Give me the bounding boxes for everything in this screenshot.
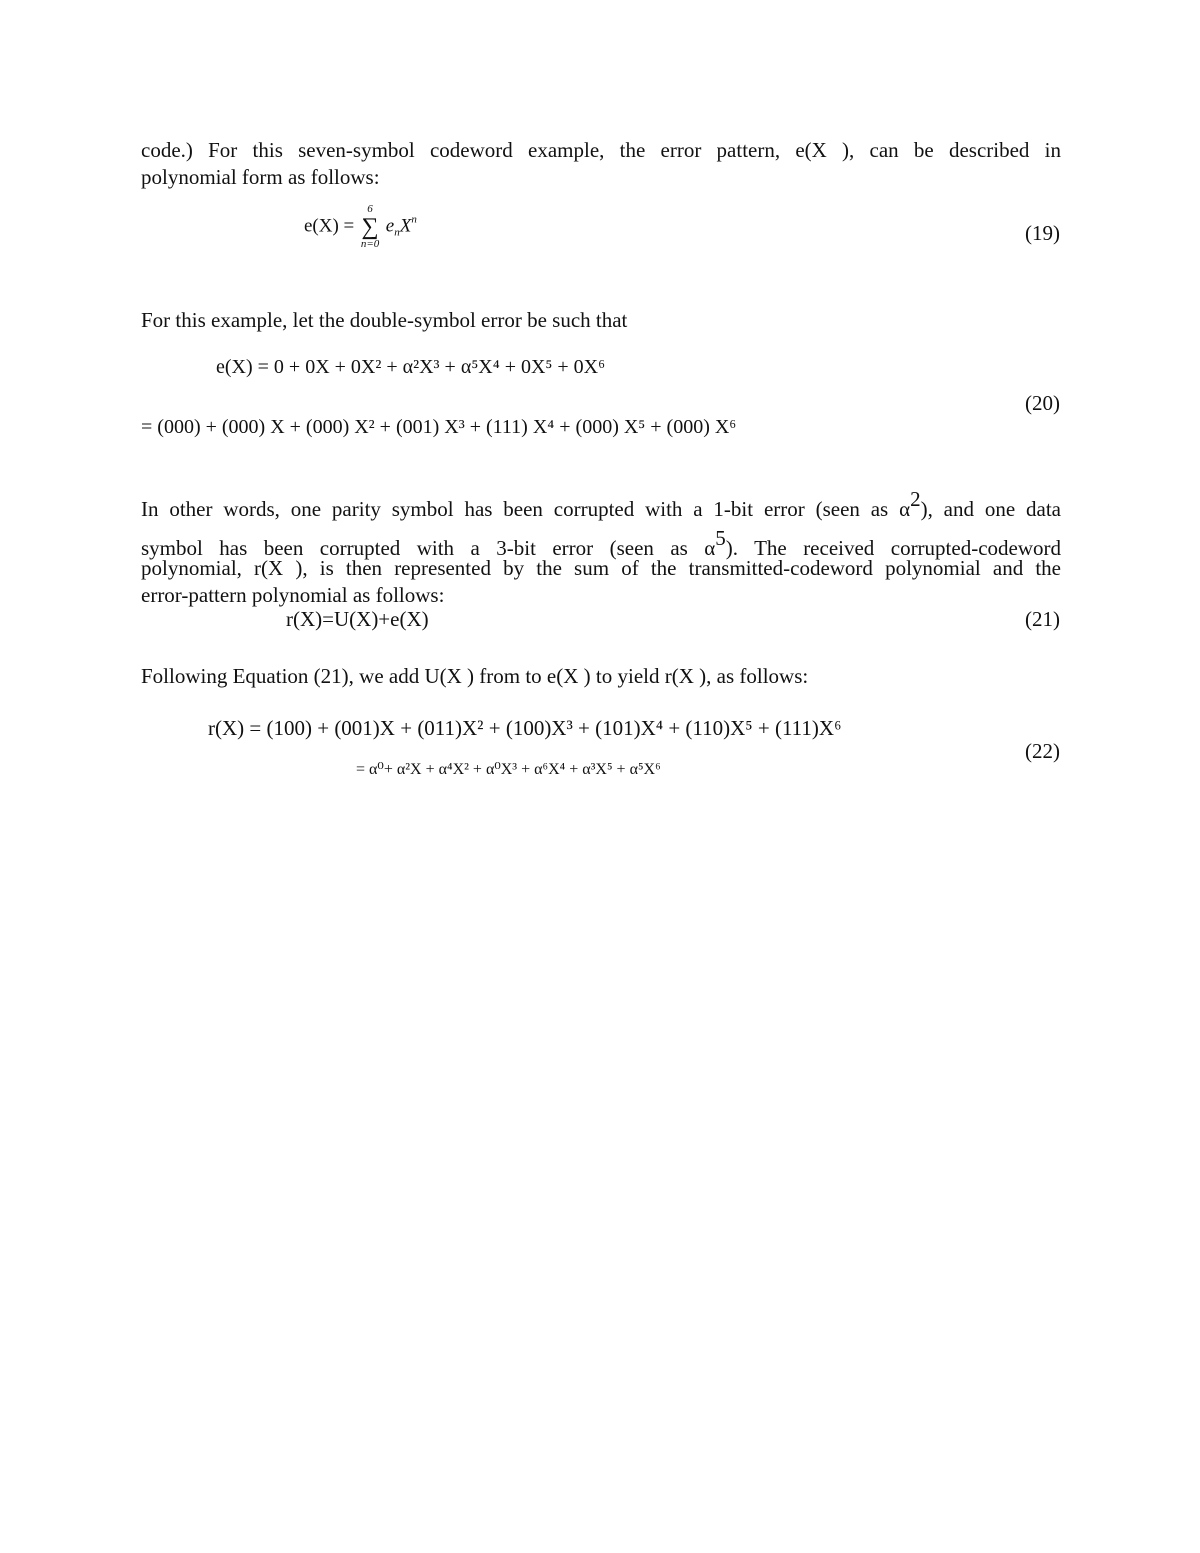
equation-19-term-x: X xyxy=(399,215,412,237)
equation-20-line-2: = (000) + (000) X + (000) X² + (001) X³ + (111) X⁴ + (000) X⁵ + (000) X⁶ xyxy=(141,416,737,438)
equation-22-line-2: = α⁰+ α²X + α⁴X² + α⁰X³ + α⁶X⁴ + α³X⁵ + α⁵X⁶ xyxy=(356,761,661,778)
paragraph-intro xyxy=(141,137,1061,191)
summation-symbol: 6 ∑ n=0 xyxy=(360,203,380,250)
equation-20-number: (20) xyxy=(1025,391,1060,415)
paragraph-following xyxy=(141,663,1061,690)
equation-22-line-1: r(X) = (100) + (001)X + (011)X² + (100)X³ + (101)X⁴ + (110)X⁵ + (111)X⁶ xyxy=(208,716,842,740)
equation-19-lhs: e(X) = xyxy=(304,215,355,237)
equation-19-term-superscript: n xyxy=(411,213,417,226)
summation-lower-limit: n=0 xyxy=(360,238,380,250)
summation-upper-limit: 6 xyxy=(367,203,373,215)
alpha-exponent-5: 5 xyxy=(715,526,726,550)
equation-20-line-1: e(X) = 0 + 0X + 0X² + α²X³ + α⁵X⁴ + 0X⁵ + 0X⁶ xyxy=(216,356,606,378)
paragraph-corruption-line-2: symbol has been corrupted with a 3-bit error (seen as α5). The received corrupted-codeword xyxy=(141,526,1062,560)
equation-21-number: (21) xyxy=(1025,607,1060,631)
alpha-exponent-2: 2 xyxy=(910,487,921,511)
paragraph-intro-line-2: polynomial form as follows: xyxy=(141,165,380,189)
paragraph-intro-line-1: code.) For this seven-symbol codeword example, the error pattern, e(X ), can be described in xyxy=(141,138,1061,162)
equation-21: r(X)=U(X)+e(X) xyxy=(286,607,429,631)
equation-19-term-subscript: n xyxy=(394,226,400,239)
paragraph-corruption-line-3: polynomial, r(X ), is then represented by the sum of the transmitted-codeword polynomial and the xyxy=(141,556,1061,580)
paragraph-example-text: For this example, let the double-symbol error be such that xyxy=(141,308,628,332)
paragraph-example xyxy=(141,307,1061,334)
paragraph-following-text: Following Equation (21), we add U(X ) from to e(X ) to yield r(X ), as follows: xyxy=(141,664,809,688)
equation-19-number: (19) xyxy=(1025,221,1060,245)
equation-22-number: (22) xyxy=(1025,739,1060,763)
equation-19 xyxy=(304,204,417,250)
paragraph-corruption-cont xyxy=(141,555,1061,609)
equation-19-term: e xyxy=(385,215,395,237)
paragraph-corruption-line-4: error-pattern polynomial as follows: xyxy=(141,583,445,607)
paragraph-corruption-line-1: In other words, one parity symbol has been corrupted with a 1-bit error (seen as α2), and one data xyxy=(141,487,1061,521)
